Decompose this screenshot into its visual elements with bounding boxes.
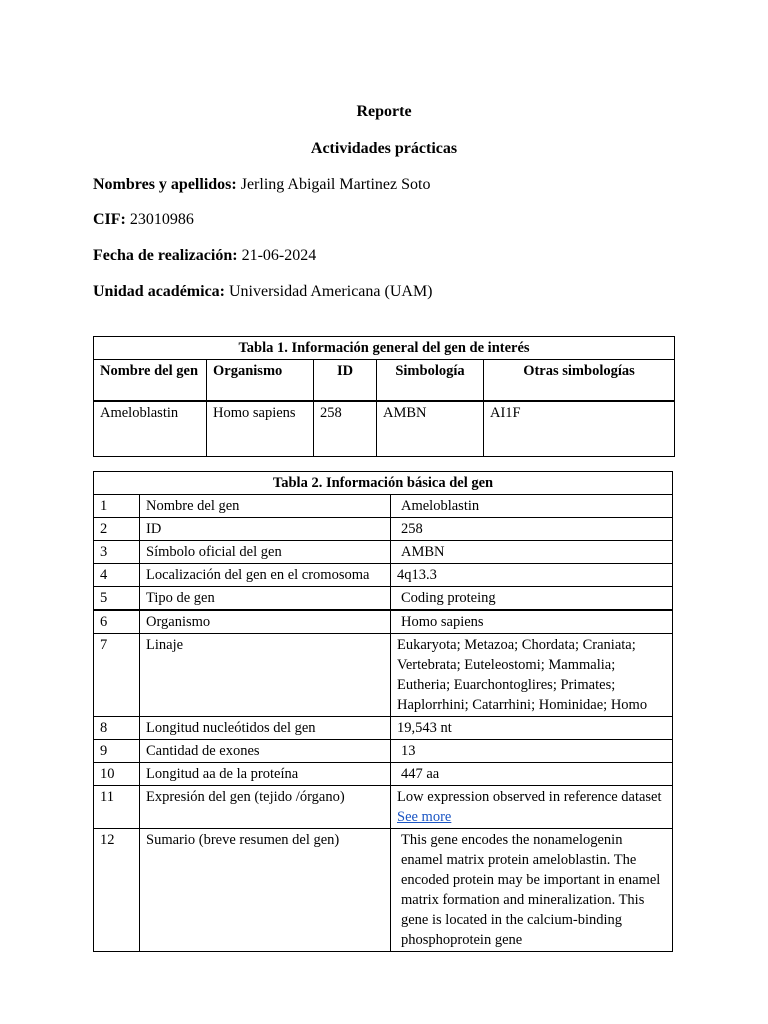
row-number: 2 xyxy=(94,518,140,541)
row-number: 5 xyxy=(94,587,140,611)
column-header-nombre: Nombre del gen xyxy=(94,360,207,402)
table-header-row xyxy=(94,360,675,402)
row-value: 447 aa xyxy=(391,763,673,786)
table-row xyxy=(94,634,673,717)
cell-nombre: Ameloblastin xyxy=(94,401,207,457)
table-row xyxy=(94,717,673,740)
row-number: 8 xyxy=(94,717,140,740)
row-label: Nombre del gen xyxy=(140,495,391,518)
row-value: 4q13.3 xyxy=(391,564,673,587)
table-row xyxy=(94,587,673,611)
row-label: Cantidad de exones xyxy=(140,740,391,763)
see-more-link[interactable]: See more xyxy=(397,809,452,825)
row-label: Longitud nucleótidos del gen xyxy=(140,717,391,740)
table2-caption: Tabla 2. Información básica del gen xyxy=(94,472,673,495)
row-label: Sumario (breve resumen del gen) xyxy=(140,829,391,952)
row-label: Longitud aa de la proteína xyxy=(140,763,391,786)
table-row xyxy=(94,495,673,518)
field-label: Nombres y apellidos: xyxy=(93,176,237,193)
table-row xyxy=(94,740,673,763)
cell-organismo: Homo sapiens xyxy=(207,401,314,457)
field-label: CIF: xyxy=(93,211,126,228)
table-row xyxy=(94,786,673,829)
row-number: 3 xyxy=(94,541,140,564)
table1-caption: Tabla 1. Información general del gen de interés xyxy=(94,337,675,360)
table-row xyxy=(94,763,673,786)
table-row xyxy=(94,401,675,457)
row-value: Coding proteing xyxy=(391,587,673,611)
row-label: Localización del gen en el cromosoma xyxy=(140,564,391,587)
column-header-simbologia: Simbología xyxy=(377,360,484,402)
table-gene-general-info xyxy=(93,336,675,457)
field-value: Jerling Abigail Martinez Soto xyxy=(240,176,431,193)
row-value: AMBN xyxy=(391,541,673,564)
row-number: 11 xyxy=(94,786,140,829)
table-row xyxy=(94,564,673,587)
cell-id: 258 xyxy=(314,401,377,457)
table-gene-basic-info xyxy=(93,471,673,952)
row-value: Eukaryota; Metazoa; Chordata; Craniata; Vertebrata; Euteleostomi; Mammalia; Eutheria; Euarchontoglires; Primates; Haplorrhini; Catarrhini; Hominidae; Homo xyxy=(391,634,673,717)
row-number: 10 xyxy=(94,763,140,786)
table-row xyxy=(94,610,673,634)
row-number: 6 xyxy=(94,610,140,634)
field-unidad xyxy=(93,283,433,301)
table-row xyxy=(94,518,673,541)
report-title: Reporte xyxy=(356,103,412,120)
field-value: Universidad Americana (UAM) xyxy=(229,283,433,300)
row-value: 19,543 nt xyxy=(391,717,673,740)
row-value: This gene encodes the nonamelogenin enamel matrix protein ameloblastin. The encoded protein may be important in enamel matrix formation and mineralization. This gene is located in the calcium-binding phosphoprotein gene xyxy=(391,829,673,952)
table-row xyxy=(94,829,673,952)
expression-text: Low expression observed in reference dataset xyxy=(397,789,662,805)
field-nombres xyxy=(93,176,430,194)
row-number: 9 xyxy=(94,740,140,763)
row-number: 12 xyxy=(94,829,140,952)
row-number: 1 xyxy=(94,495,140,518)
row-label: Expresión del gen (tejido /órgano) xyxy=(140,786,391,829)
row-value: Ameloblastin xyxy=(391,495,673,518)
field-fecha xyxy=(93,247,316,265)
row-label: Símbolo oficial del gen xyxy=(140,541,391,564)
row-value: 258 xyxy=(391,518,673,541)
row-number: 7 xyxy=(94,634,140,717)
field-value: 21-06-2024 xyxy=(241,247,317,264)
column-header-organismo: Organismo xyxy=(207,360,314,402)
table-row xyxy=(94,541,673,564)
field-label: Unidad académica: xyxy=(93,283,225,300)
row-label: Organismo xyxy=(140,610,391,634)
row-value-expression xyxy=(391,786,673,829)
row-number: 4 xyxy=(94,564,140,587)
report-subtitle: Actividades prácticas xyxy=(310,140,458,157)
cell-simbologia: AMBN xyxy=(377,401,484,457)
column-header-otras: Otras simbologías xyxy=(484,360,675,402)
row-value: Homo sapiens xyxy=(391,610,673,634)
row-label: Linaje xyxy=(140,634,391,717)
row-label: ID xyxy=(140,518,391,541)
row-label: Tipo de gen xyxy=(140,587,391,611)
column-header-id: ID xyxy=(314,360,377,402)
field-value: 23010986 xyxy=(129,211,194,228)
field-label: Fecha de realización: xyxy=(93,247,238,264)
field-cif xyxy=(93,211,194,229)
cell-otras: AI1F xyxy=(484,401,675,457)
row-value: 13 xyxy=(391,740,673,763)
